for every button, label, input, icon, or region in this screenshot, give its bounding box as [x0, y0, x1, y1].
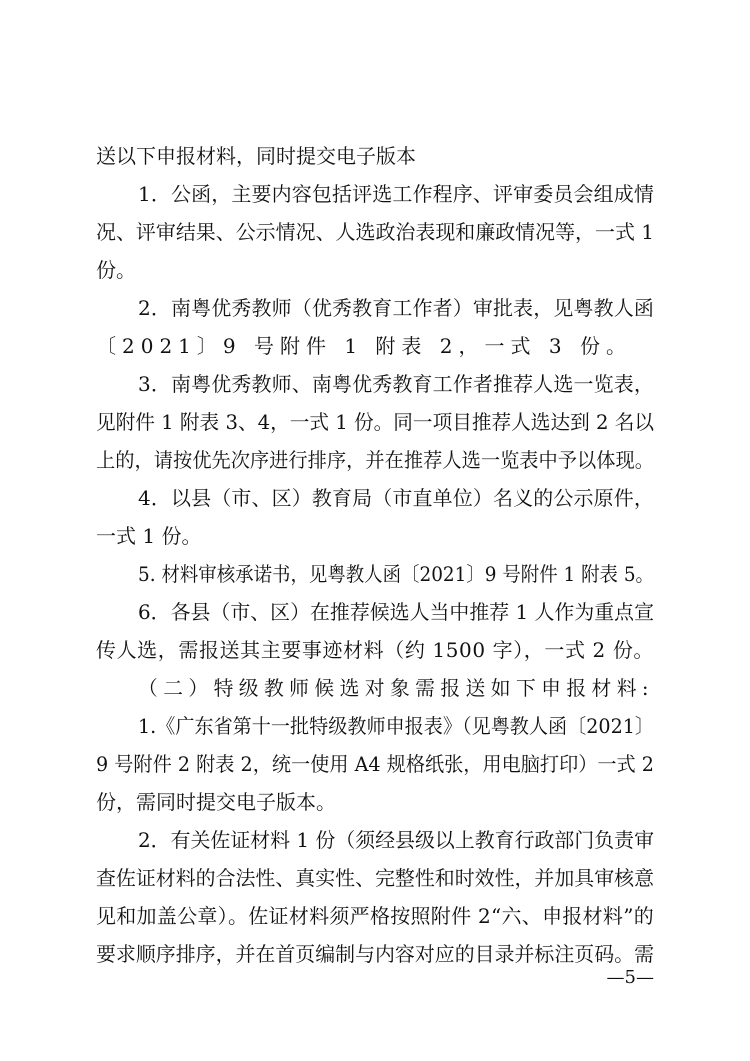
document-page: 送以下申报材料，同时提交电子版本 1．公函，主要内容包括评选工作程序、评审委员会组成情 况、评审结果、公示情况、人选政治表现和廉政情况等，一式 1 份。 2．南粤优秀教师（优秀教育工作者）审批表，见粤教人函 〔2021〕9 号附件 1 附表 2，一式 3 份。 3．南粤优秀教师、南粤优秀教育工作者推荐人选一览表， 见附件 1 附表 3、4，一式 1 份。同一项目推荐人选达到 2 名以 上的，请按优先次序进行排序，并在推荐人选一览表中予以体现。 4．以县（市、区）教育局（市直单位）名义的公示原件， 一式 1 份。 5. 材料审核承诺书，见粤教人函〔2021〕9 号附件 1 附表 5。 6．各县（市、区）在推荐候选人当中推荐 1 人作为重点宣 传人选，需报送其主要事迹材料（约 1500 字），一式 2 份。 （二）特级教师候选对象需报送如下申报材料: 1.《广东省第十一批特级教师申报表》（见粤教人函〔2021〕 9 号附件 2 附表 2，统一使用 A4 规格纸张，用电脑打印）一式 2 份，需同时提交电子版本。 2．有关佐证材料 1 份（须经县级以上教育行政部门负责审 查佐证材料的合法性、真实性、完整性和时效性，并加具审核意 见和加盖公章）。佐证材料须严格按照附件 2“六、申报材料”的 要求顺序排序，并在首页编制与内容对应的目录并标注页码。需 —5—: [96, 144, 654, 988]
page-number: —5—: [606, 967, 654, 988]
